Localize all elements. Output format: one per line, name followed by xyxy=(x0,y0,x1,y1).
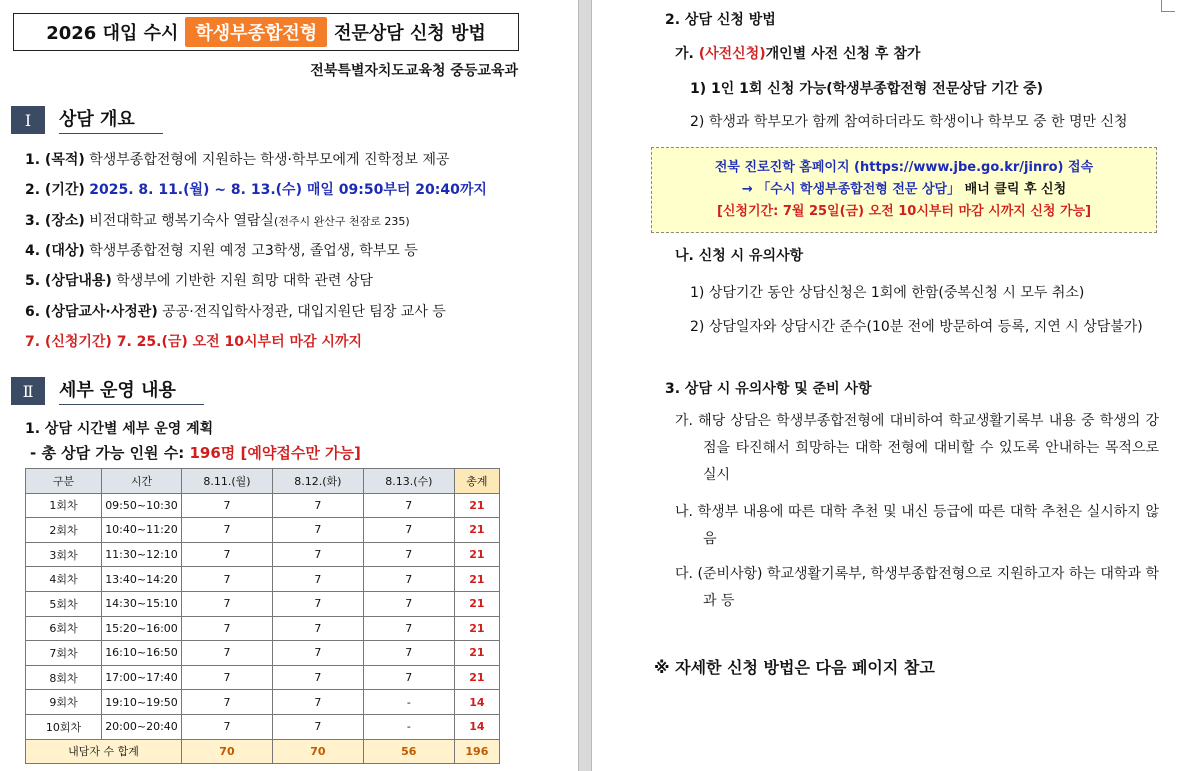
table-cell: 7 xyxy=(182,641,273,666)
table-cell: 21 xyxy=(454,591,499,616)
table-header: 총계 xyxy=(454,469,499,494)
table-cell: 70 xyxy=(182,739,273,764)
title-pre: 2026 대입 수시 xyxy=(46,23,179,44)
table-cell: 5회차 xyxy=(26,591,102,616)
table-cell: 7 xyxy=(272,714,363,739)
title-post: 전문상담 신청 방법 xyxy=(334,23,486,44)
table-row xyxy=(26,542,500,567)
table-row xyxy=(26,567,500,592)
table-cell: 196 xyxy=(454,739,499,764)
table-cell: 7 xyxy=(272,542,363,567)
table-cell: 7 xyxy=(182,714,273,739)
overview-item-counselor: 6. (상담교사·사정관) 공공·전직입학사정관, 대입지원단 팀장 교사 등 xyxy=(25,304,446,320)
table-cell: 7 xyxy=(182,542,273,567)
apply-caution-2: 2) 상담일자와 상담시간 준수(10분 전에 방문하여 등록, 지연 시 상담불가) xyxy=(690,319,1143,335)
table-cell: 17:00~17:40 xyxy=(102,665,182,690)
table-sum-row xyxy=(26,739,500,764)
table-cell: 10회차 xyxy=(26,714,102,739)
table-cell: 14 xyxy=(454,714,499,739)
table-cell: 7 xyxy=(363,665,454,690)
table-cell: 21 xyxy=(454,641,499,666)
table-cell: 16:10~16:50 xyxy=(102,641,182,666)
table-cell: 09:50~10:30 xyxy=(102,493,182,518)
table-row xyxy=(26,641,500,666)
table-cell: 7 xyxy=(363,616,454,641)
total-capacity: - 총 상담 가능 인원 수: 196명 [예약접수만 가능] xyxy=(30,444,361,462)
apply-caution-heading: 나. 신청 시 유의사항 xyxy=(675,248,804,264)
table-cell: 7 xyxy=(182,591,273,616)
pre-apply-line: 가. (사전신청)개인별 사전 신청 후 참가 xyxy=(675,46,921,62)
prep-item-ga: 가. 해당 상담은 학생부종합전형에 대비하여 학교생활기록부 내용 중 학생의 강점을 타진해서 희망하는 대학 전형에 대비할 수 있도록 안내하는 목적으로 실시 xyxy=(675,413,1159,483)
table-cell: 21 xyxy=(454,542,499,567)
table-cell: 7 xyxy=(182,518,273,543)
table-row xyxy=(26,616,500,641)
table-cell: 7 xyxy=(182,665,273,690)
table-cell: 7 xyxy=(272,690,363,715)
section-1-number: Ⅰ xyxy=(11,106,45,134)
table-cell: 7 xyxy=(272,567,363,592)
table-cell: 8회차 xyxy=(26,665,102,690)
table-header: 8.13.(수) xyxy=(363,469,454,494)
document-title xyxy=(13,13,519,51)
table-row xyxy=(26,665,500,690)
table-cell: 7 xyxy=(182,493,273,518)
prep-heading: 3. 상담 시 유의사항 및 준비 사항 xyxy=(665,381,872,397)
overview-item-period: 2. (기간) 2025. 8. 11.(월) ~ 8. 13.(수) 매일 09:50부터 20:40까지 xyxy=(25,182,487,198)
table-cell: 20:00~20:40 xyxy=(102,714,182,739)
schedule-table xyxy=(25,468,500,764)
table-row xyxy=(26,714,500,739)
table-row xyxy=(26,518,500,543)
section-2-number: Ⅱ xyxy=(11,377,45,405)
table-cell: 7 xyxy=(272,616,363,641)
prep-item-da: 다. (준비사항) 학교생활기록부, 학생부종합전형으로 지원하고자 하는 대학과 학과 등 xyxy=(675,566,1159,609)
table-cell: 21 xyxy=(454,493,499,518)
table-cell: 7 xyxy=(182,616,273,641)
table-cell: 7 xyxy=(363,542,454,567)
table-cell: 21 xyxy=(454,518,499,543)
table-cell: 7 xyxy=(363,518,454,543)
page-corner-mark xyxy=(1161,0,1175,12)
apply-notice-box xyxy=(651,147,1157,233)
prep-item-na: 나. 학생부 내용에 따른 대학 추천 및 내신 등급에 따른 대학 추천은 실시하지 않음 xyxy=(675,504,1159,547)
left-page xyxy=(0,0,578,771)
notice-homepage[interactable]: 전북 진로진학 홈페이지 (https://www.jbe.go.kr/jinro) 접속 xyxy=(714,160,1094,175)
title-highlight: 학생부종합전형 xyxy=(185,17,327,47)
apply-caution-1: 1) 상담기간 동안 상담신청은 1회에 한함(중복신청 시 모두 취소) xyxy=(690,285,1085,301)
overview-item-content: 5. (상담내용) 학생부에 기반한 지원 희망 대학 관련 상담 xyxy=(25,273,373,289)
table-cell: 13:40~14:20 xyxy=(102,567,182,592)
organization: 전북특별자치도교육청 중등교육과 xyxy=(310,63,518,79)
notice-banner: → 「수시 학생부종합전형 전문 상담」 배너 클릭 후 신청 xyxy=(741,182,1067,197)
table-cell: 14 xyxy=(454,690,499,715)
overview-item-purpose: 1. (목적) 학생부종합전형에 지원하는 학생·학부모에게 진학정보 제공 xyxy=(25,152,450,168)
table-row xyxy=(26,591,500,616)
table-cell: 7 xyxy=(363,567,454,592)
section-1-heading xyxy=(11,106,163,134)
table-cell: 3회차 xyxy=(26,542,102,567)
table-cell: 9회차 xyxy=(26,690,102,715)
table-cell: 15:20~16:00 xyxy=(102,616,182,641)
table-cell: 내담자 수 합계 xyxy=(26,739,182,764)
overview-item-place: 3. (장소) 비전대학교 행복기숙사 열람실(전주시 완산구 천잠로 235) xyxy=(25,213,410,229)
table-cell: - xyxy=(363,714,454,739)
table-cell: 7 xyxy=(363,591,454,616)
table-header-row xyxy=(26,469,500,494)
table-cell: 7회차 xyxy=(26,641,102,666)
table-row xyxy=(26,690,500,715)
apply-method-heading: 2. 상담 신청 방법 xyxy=(665,12,776,28)
table-cell: 7 xyxy=(182,690,273,715)
table-header: 구분 xyxy=(26,469,102,494)
table-cell: 7 xyxy=(272,591,363,616)
table-cell: 7 xyxy=(272,493,363,518)
table-cell: 7 xyxy=(272,518,363,543)
section-2-title: 세부 운영 내용 xyxy=(59,377,204,405)
table-cell: 70 xyxy=(272,739,363,764)
table-cell: 6회차 xyxy=(26,616,102,641)
table-cell: 14:30~15:10 xyxy=(102,591,182,616)
table-cell: 7 xyxy=(182,567,273,592)
table-cell: 19:10~19:50 xyxy=(102,690,182,715)
table-header: 8.12.(화) xyxy=(272,469,363,494)
table-cell: 4회차 xyxy=(26,567,102,592)
overview-item-target: 4. (대상) 학생부종합전형 지원 예정 고3학생, 졸업생, 학부모 등 xyxy=(25,243,418,259)
table-cell: 11:30~12:10 xyxy=(102,542,182,567)
table-cell: 1회차 xyxy=(26,493,102,518)
overview-item-apply-period: 7. (신청기간) 7. 25.(금) 오전 10시부터 마감 시까지 xyxy=(25,334,362,350)
notice-period: [신청기간: 7월 25일(금) 오전 10시부터 마감 시까지 신청 가능] xyxy=(716,204,1092,219)
table-cell: - xyxy=(363,690,454,715)
table-cell: 10:40~11:20 xyxy=(102,518,182,543)
table-cell: 7 xyxy=(363,641,454,666)
table-cell: 21 xyxy=(454,567,499,592)
schedule-subtitle: 1. 상담 시간별 세부 운영 계획 xyxy=(25,421,214,437)
apply-rule-1: 1) 1인 1회 신청 가능(학생부종합전형 전문상담 기간 중) xyxy=(690,81,1044,97)
apply-rule-2: 2) 학생과 학부모가 함께 참여하더라도 학생이나 학부모 중 한 명만 신청 xyxy=(690,114,1128,130)
footer-note: ※ 자세한 신청 방법은 다음 페이지 참고 xyxy=(654,658,935,677)
table-cell: 7 xyxy=(272,641,363,666)
table-cell: 7 xyxy=(272,665,363,690)
table-header: 8.11.(월) xyxy=(182,469,273,494)
table-cell: 7 xyxy=(363,493,454,518)
table-cell: 21 xyxy=(454,616,499,641)
table-row xyxy=(26,493,500,518)
table-header: 시간 xyxy=(102,469,182,494)
table-cell: 2회차 xyxy=(26,518,102,543)
page-gutter xyxy=(578,0,592,771)
section-2-heading xyxy=(11,377,204,405)
table-cell: 21 xyxy=(454,665,499,690)
section-1-title: 상담 개요 xyxy=(59,106,163,134)
table-cell: 56 xyxy=(363,739,454,764)
right-page xyxy=(592,0,1183,771)
